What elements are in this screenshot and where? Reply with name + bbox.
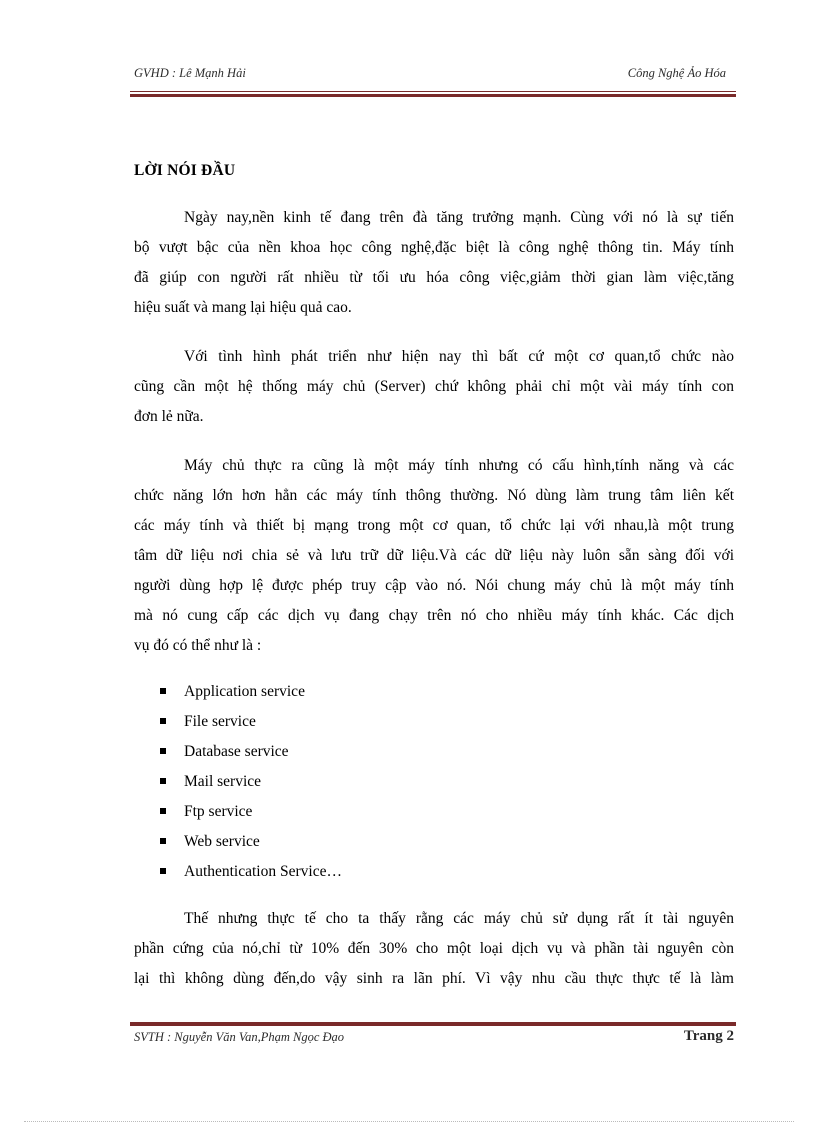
paragraph-line: vụ đó có thể như là : <box>134 637 262 654</box>
list-item <box>160 741 342 771</box>
list-item <box>160 771 342 801</box>
paragraph-2 <box>134 342 734 432</box>
paragraph-line: Ngày nay,nền kinh tế đang trên đà tăng trưởng mạnh. Cùng với nó là sự tiến <box>184 209 734 226</box>
list-item <box>160 711 342 741</box>
paragraph-line: tâm dữ liệu nơi chia sẻ và lưu trữ dữ liệu.Và các dữ liệu này luôn sẵn sàng đối với <box>134 547 734 564</box>
list-item <box>160 801 342 831</box>
bullet-icon <box>160 748 166 754</box>
paragraph-line: hiệu suất và mang lại hiệu quả cao. <box>134 299 352 316</box>
paragraph-line: chức năng lớn hơn hẳn các máy tính thông thường. Nó dùng làm trung tâm liên kết <box>134 487 734 504</box>
list-item-label: Ftp service <box>184 803 253 820</box>
list-item-label: File service <box>184 713 256 730</box>
header-right: Công Nghệ Ảo Hóa <box>627 66 726 80</box>
page-edge-divider <box>24 1121 794 1122</box>
services-list <box>160 681 342 891</box>
list-item-label: Authentication Service… <box>184 863 342 880</box>
list-item-label: Web service <box>184 833 260 850</box>
header-left: GVHD : Lê Mạnh Hải <box>134 66 246 80</box>
bullet-icon <box>160 868 166 874</box>
paragraph-line: lại thì không dùng đến,do vậy sinh ra lãn phí. Vì vậy nhu cầu thực thực tế là làm <box>134 970 734 987</box>
paragraph-line: đã giúp con người rất nhiều từ tối ưu hóa công việc,giảm thời gian làm việc,tăng <box>134 269 734 286</box>
list-item-label: Database service <box>184 743 289 760</box>
bullet-icon <box>160 778 166 784</box>
paragraph-line: người dùng hợp lệ được phép truy cập vào nó. Nói chung máy chủ là một máy tính <box>134 577 734 594</box>
paragraph-3 <box>134 451 734 661</box>
bullet-icon <box>160 718 166 724</box>
list-item-label: Mail service <box>184 773 262 790</box>
list-item <box>160 861 342 891</box>
bullet-icon <box>160 838 166 844</box>
bullet-icon <box>160 808 166 814</box>
paragraph-line: Máy chủ thực ra cũng là một máy tính nhưng có cấu hình,tính năng và các <box>184 457 734 474</box>
header-rule <box>130 91 736 97</box>
paragraph-line: Thế nhưng thực tế cho ta thấy rằng các máy chủ sử dụng rất ít tài nguyên <box>184 910 734 927</box>
paragraph-1 <box>134 203 734 323</box>
page-title: LỜI NÓI ĐẦU <box>134 162 236 179</box>
paragraph-line: Với tình hình phát triển như hiện nay thì bất cứ một cơ quan,tổ chức nào <box>184 348 734 365</box>
paragraph-line: phần cứng của nó,chỉ từ 10% đến 30% cho một loại dịch vụ và phần tài nguyên còn <box>134 940 734 957</box>
paragraph-line: mà nó cung cấp các dịch vụ đang chạy trên nó cho nhiều máy tính khác. Các dịch <box>134 607 734 624</box>
paragraph-4 <box>134 904 734 994</box>
paragraph-line: bộ vượt bậc của nền khoa học công nghệ,đặc biệt là công nghệ thông tin. Máy tính <box>134 239 734 256</box>
paragraph-line: cũng cần một hệ thống máy chủ (Server) chứ không phải chỉ một vài máy tính con <box>134 378 734 395</box>
list-item <box>160 831 342 861</box>
footer-left: SVTH : Nguyễn Văn Van,Phạm Ngọc Đạo <box>134 1030 345 1044</box>
footer-rule <box>130 1020 736 1026</box>
bullet-icon <box>160 688 166 694</box>
paragraph-line: đơn lẻ nữa. <box>134 408 204 425</box>
paragraph-line: các máy tính và thiết bị mạng trong một cơ quan, tổ chức lại với nhau,là một trung <box>134 517 734 534</box>
page-number: Trang 2 <box>683 1028 734 1044</box>
list-item-label: Application service <box>184 683 305 700</box>
list-item <box>160 681 342 711</box>
